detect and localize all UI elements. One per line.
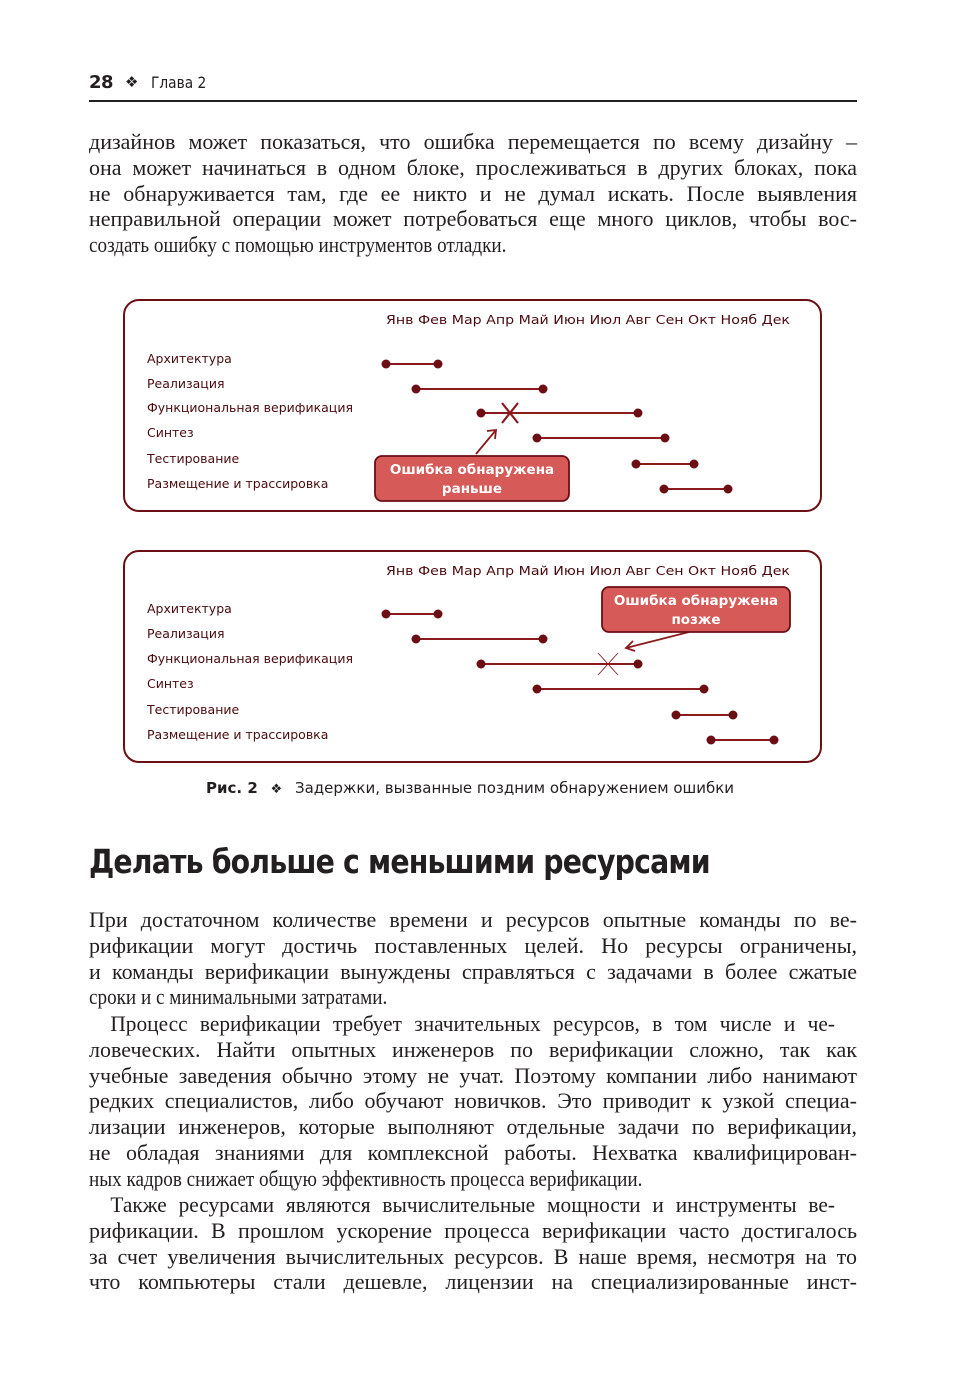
section-paragraph-3 <box>89 1192 857 1295</box>
text-line: неправильной операции может потребоваться еще много циклов, чтобы вос- <box>89 206 857 232</box>
gantt-panel-late <box>123 550 822 763</box>
text-line: создать ошибку с помощью инструментов отладки. <box>89 232 507 258</box>
task-label: Тестирование <box>147 702 240 717</box>
section-paragraph-1 <box>89 907 857 1010</box>
task-label: Размещение и трассировка <box>147 727 329 742</box>
arrow-icon <box>626 632 689 648</box>
text-line: рификации. В прошлом ускорение процесса верификации часто достигалось <box>89 1217 857 1243</box>
gantt-bar <box>477 409 643 418</box>
gantt-bar <box>412 635 548 644</box>
callout-text: раньше <box>441 481 503 497</box>
text-line: лизации инженеров, которые выполняют отдельные задачи по верификации, <box>89 1114 857 1140</box>
text-line: ных кадров снижает общую эффективность процесса верификации. <box>89 1165 643 1191</box>
running-header <box>89 72 857 102</box>
gantt-bar <box>707 736 779 745</box>
text-line: что компьютеры стали дешевле, лицензии на специализированные инст- <box>89 1269 857 1295</box>
text-line: за счет увеличения вычислительных ресурсов. В наше время, несмотря на то <box>89 1243 857 1269</box>
text-line: ловеческих. Найти опытных инженеров по верификации сложно, так как <box>89 1036 857 1062</box>
text-line: Также ресурсами являются вычислительные мощности и инструменты ве- <box>110 1192 835 1217</box>
gantt-bar <box>477 660 643 669</box>
text-line: и команды верификации вынуждены справляться с задачами в более сжатые <box>89 958 857 984</box>
task-label: Размещение и трассировка <box>147 476 329 491</box>
text-line: дизайнов может показаться, что ошибка перемещается по всему дизайну – <box>89 129 857 154</box>
gantt-bar <box>660 485 733 494</box>
ornament-icon: ❖ <box>270 782 283 797</box>
gantt-panel-early <box>123 299 822 512</box>
gantt-bar <box>672 711 738 720</box>
gantt-chart-late <box>125 552 824 765</box>
callout-text: позже <box>671 612 721 628</box>
task-label: Архитектура <box>147 351 232 366</box>
error-callout <box>602 587 790 651</box>
task-label: Синтез <box>147 425 194 440</box>
chapter-title: Глава 2 <box>151 73 207 92</box>
gantt-bar <box>533 434 670 443</box>
month-axis-labels: Янв Фев Мар Апр Май Июн Июл Авг Сен Окт Нояб Дек <box>386 563 791 578</box>
gantt-bar <box>382 610 443 619</box>
callout-text: Ошибка обнаружена <box>613 593 779 609</box>
task-label: Синтез <box>147 676 194 691</box>
figure-caption <box>206 779 734 797</box>
task-label: Архитектура <box>147 601 232 616</box>
text-line: она может начинаться в одном блоке, прослеживаться в других блоках, пока <box>89 154 857 180</box>
text-line: редких специалистов, либо обучают новичков. Это приводит к узкой специа- <box>89 1088 857 1114</box>
month-axis-labels: Янв Фев Мар Апр Май Июн Июл Авг Сен Окт Нояб Дек <box>386 312 791 327</box>
task-label: Реализация <box>147 376 225 391</box>
callout-text: Ошибка обнаружена <box>389 462 555 478</box>
task-label: Тестирование <box>147 451 240 466</box>
section-heading: Делать больше с меньшими ресурсами <box>89 842 710 881</box>
caption-text: Задержки, вызванные поздним обнаружением ошибки <box>294 779 735 797</box>
ornament-icon: ❖ <box>125 73 139 91</box>
page-number: 28 <box>89 72 114 93</box>
gantt-bar <box>412 385 548 394</box>
section-paragraph-2 <box>89 1011 857 1192</box>
text-line: рификации могут достичь поставленных целей. Но ресурсы ограничены, <box>89 932 857 958</box>
arrow-icon <box>476 430 496 454</box>
text-line: Процесс верификации требует значительных ресурсов, в том числе и че- <box>110 1011 835 1036</box>
text-line: не обладая знаниями для комплексной работы. Нехватка квалифицирован- <box>89 1139 857 1165</box>
gantt-bar <box>533 685 709 694</box>
text-line: не обнаруживается там, где ее никто и не думал искать. После выявления <box>89 180 857 206</box>
gantt-bar <box>632 460 699 469</box>
text-line: При достаточном количестве времени и ресурсов опытные команды по ве- <box>89 907 857 932</box>
caption-label: Рис. 2 <box>206 779 258 797</box>
text-line: учебные заведения обычно этому не учат. Поэтому компании либо нанимают <box>89 1062 857 1088</box>
intro-paragraph <box>89 129 857 258</box>
task-label: Реализация <box>147 626 225 641</box>
task-label: Функциональная верификация <box>147 400 353 415</box>
gantt-bar <box>382 360 443 369</box>
task-label: Функциональная верификация <box>147 651 353 666</box>
text-line: сроки и с минимальными затратами. <box>89 984 388 1010</box>
gantt-chart-early <box>125 301 824 514</box>
